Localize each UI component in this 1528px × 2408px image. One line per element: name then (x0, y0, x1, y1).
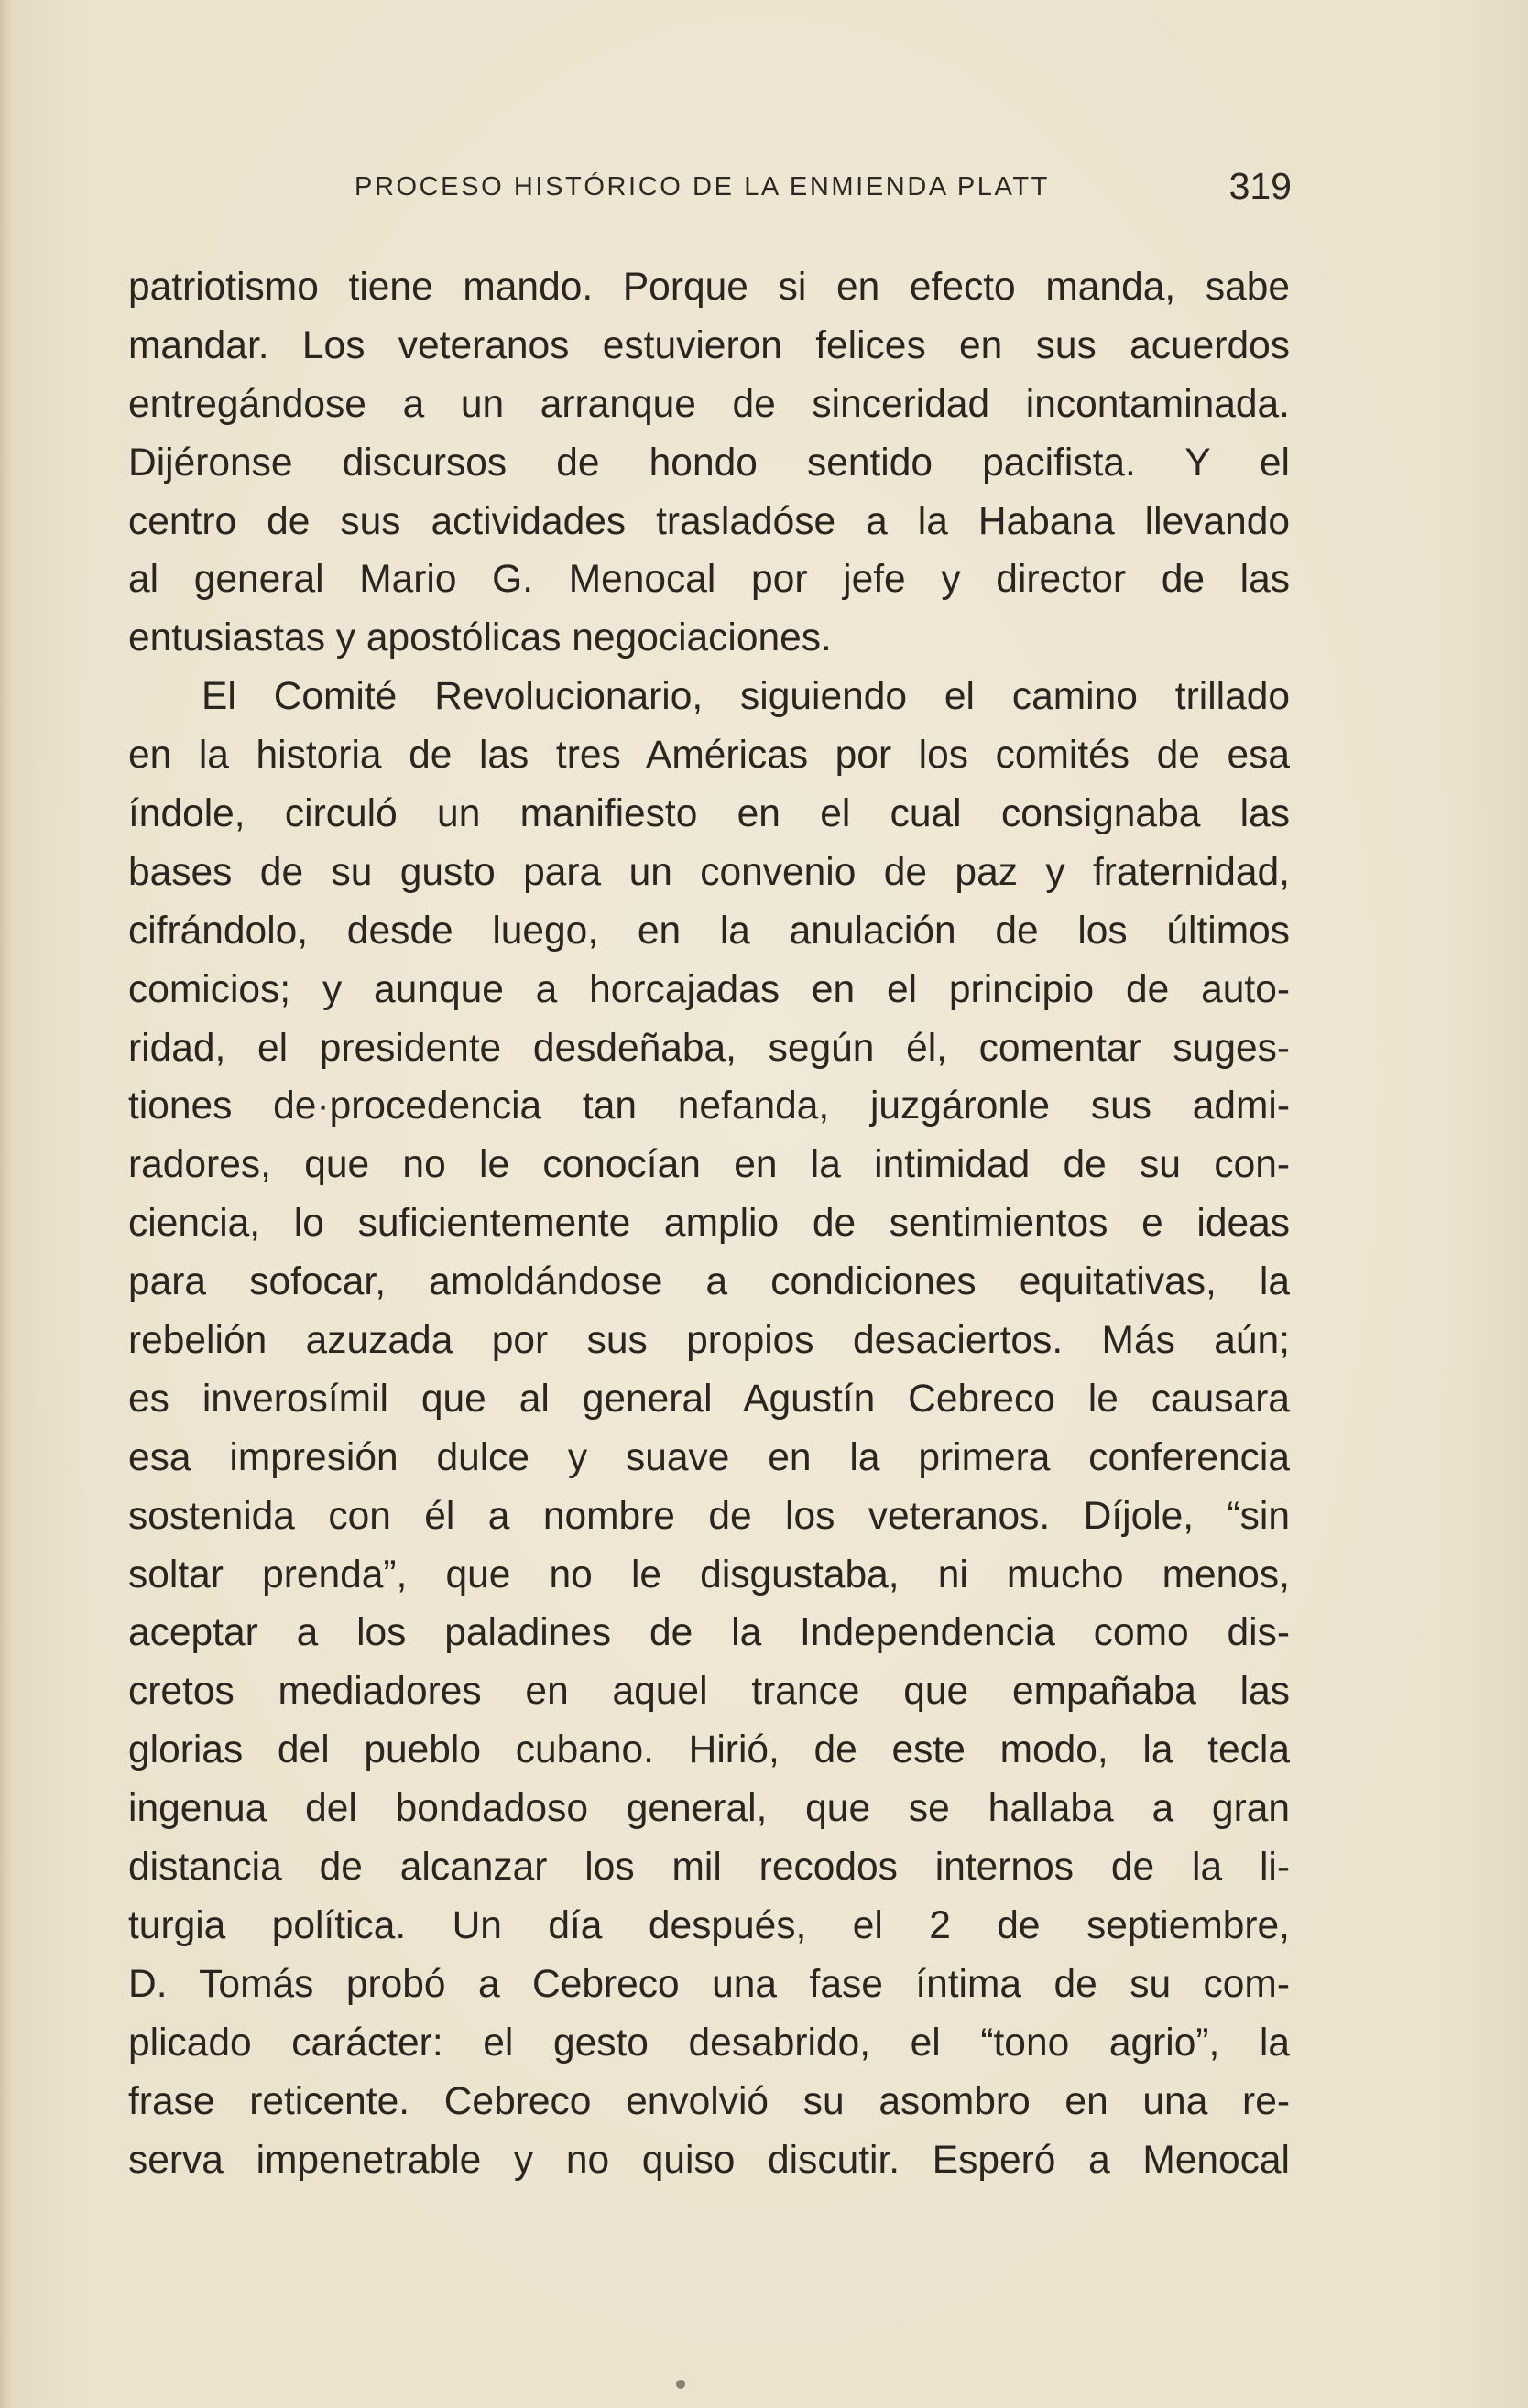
text-line: índole, circuló un manifiesto en el cual consignaba las (128, 792, 1290, 836)
text-line: frase reticente. Cebreco envolvió su asombro en una re- (128, 2079, 1290, 2123)
text-line: soltar prenda”, que no le disgustaba, ni mucho menos, (128, 1553, 1290, 1596)
text-line: ciencia, lo suficientemente amplio de sentimientos e ideas (128, 1202, 1290, 1246)
text-line: ridad, el presidente desdeñaba, según él, comentar suges- (128, 1026, 1290, 1070)
text-line: D. Tomás probó a Cebreco una fase íntima de su com- (128, 1962, 1290, 2006)
text-line: rebelión azuzada por sus propios desaciertos. Más aún; (128, 1319, 1290, 1363)
text-line: tiones de·procedencia tan nefanda, juzgáronle sus admi- (128, 1084, 1290, 1128)
text-line: mandar. Los veteranos estuvieron felices en sus acuerdos (128, 323, 1290, 367)
text-line: para sofocar, amoldándose a condiciones equitativas, la (128, 1260, 1290, 1304)
text-line: entregándose a un arranque de sinceridad incontaminada. (128, 382, 1290, 426)
text-line: entusiastas y apostólicas negociaciones. (128, 616, 832, 660)
text-line: glorias del pueblo cubano. Hirió, de este modo, la tecla (128, 1728, 1290, 1772)
text-line: patriotismo tiene mando. Porque si en efecto manda, sabe (128, 266, 1290, 309)
text-line: serva impenetrable y no quiso discutir. Esperó a Menocal (128, 2138, 1290, 2182)
text-line: esa impresión dulce y suave en la primera conferencia (128, 1435, 1290, 1479)
text-line: distancia de alcanzar los mil recodos internos de la li- (128, 1846, 1290, 1890)
body-text (128, 258, 1290, 2189)
text-line: centro de sus actividades trasladóse a la Habana llevando (128, 499, 1290, 543)
text-line: bases de su gusto para un convenio de paz y fraternidad, (128, 850, 1290, 894)
text-line: cretos mediadores en aquel trance que empañaba las (128, 1670, 1290, 1714)
text-line: aceptar a los paladines de la Independencia como dis- (128, 1611, 1290, 1655)
paragraph-2 (128, 668, 1290, 2189)
page-number: 319 (1228, 165, 1292, 207)
text-line: en la historia de las tres Américas por los comités de esa (128, 734, 1290, 778)
text-line: es inverosímil que al general Agustín Cebreco le causara (128, 1377, 1290, 1421)
text-line: El Comité Revolucionario, siguiendo el camino trillado (202, 675, 1290, 719)
running-title: PROCESO HISTÓRICO DE LA ENMIENDA PLATT (355, 172, 1050, 202)
page-edge-shadow (0, 0, 13, 2408)
text-line: radores, que no le conocían en la intimidad de su con- (128, 1143, 1290, 1187)
text-line: sostenida con él a nombre de los veteranos. Díjole, “sin (128, 1494, 1290, 1538)
text-line: cifrándolo, desde luego, en la anulación de los últimos (128, 909, 1290, 953)
ink-mark (676, 2380, 685, 2389)
text-line: al general Mario G. Menocal por jefe y director de las (128, 558, 1290, 602)
text-line: Dijéronse discursos de hondo sentido pacifista. Y el (128, 441, 1290, 485)
running-header (128, 165, 1292, 211)
paragraph-1 (128, 258, 1290, 668)
text-line: turgia política. Un día después, el 2 de septiembre, (128, 1903, 1290, 1947)
text-line: ingenua del bondadoso general, que se hallaba a gran (128, 1787, 1290, 1831)
text-line: comicios; y aunque a horcajadas en el principio de auto- (128, 967, 1290, 1011)
text-line: plicado carácter: el gesto desabrido, el “tono agrio”, la (128, 2021, 1290, 2065)
